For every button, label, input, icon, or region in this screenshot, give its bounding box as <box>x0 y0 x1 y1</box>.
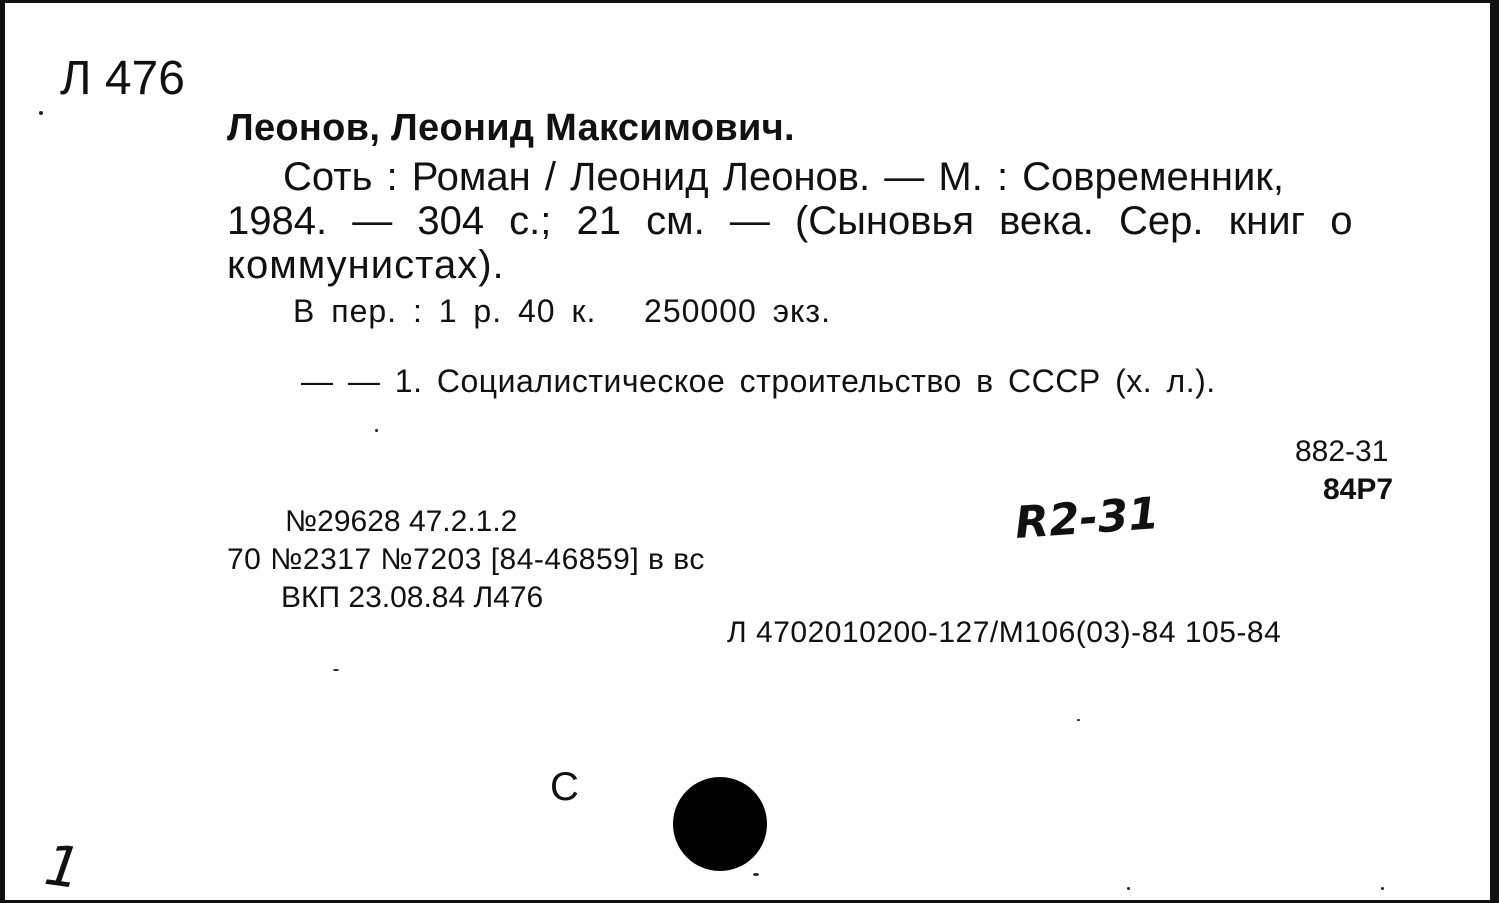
speck-mark <box>753 873 759 876</box>
price-line: В пер. : 1 р. 40 к. 250000 экз. <box>293 293 831 329</box>
description-line-3: коммунистах). <box>227 243 505 287</box>
speck-mark <box>333 669 339 671</box>
letter-mark: С <box>550 765 579 809</box>
classification-code-1: 882-31 <box>1295 435 1389 468</box>
punch-hole <box>673 777 767 871</box>
registration-line-1: №29628 47.2.1.2 <box>285 505 518 538</box>
speck-mark <box>1381 887 1384 890</box>
author-heading: Леонов, Леонид Максимович. <box>227 107 795 149</box>
call-number: Л 476 <box>60 52 185 105</box>
registration-line-2: 70 №2317 №7203 [84-46859] в вс <box>227 543 705 576</box>
handwritten-code: R2-31 <box>1013 488 1161 549</box>
subject-line: — — 1. Социалистическое строительство в СССР (х. л.). <box>301 363 1216 399</box>
speck-mark <box>1127 887 1130 890</box>
speck-mark <box>1077 719 1080 721</box>
speck-mark <box>39 111 43 115</box>
isbn-line: Л 4702010200-127/М106(03)-84 105-84 <box>727 616 1282 649</box>
speck-mark <box>375 429 378 432</box>
description-line-1: Соть : Роман / Леонид Леонов. — М. : Современник, <box>283 155 1284 199</box>
corner-handwritten-mark: 1 <box>40 832 85 903</box>
registration-line-3: ВКП 23.08.84 Л476 <box>281 581 544 614</box>
classification-code-2: 84Р7 <box>1323 473 1394 506</box>
description-line-2: 1984. — 304 с.; 21 см. — (Сыновья века. Сер. книг о <box>227 199 1353 243</box>
